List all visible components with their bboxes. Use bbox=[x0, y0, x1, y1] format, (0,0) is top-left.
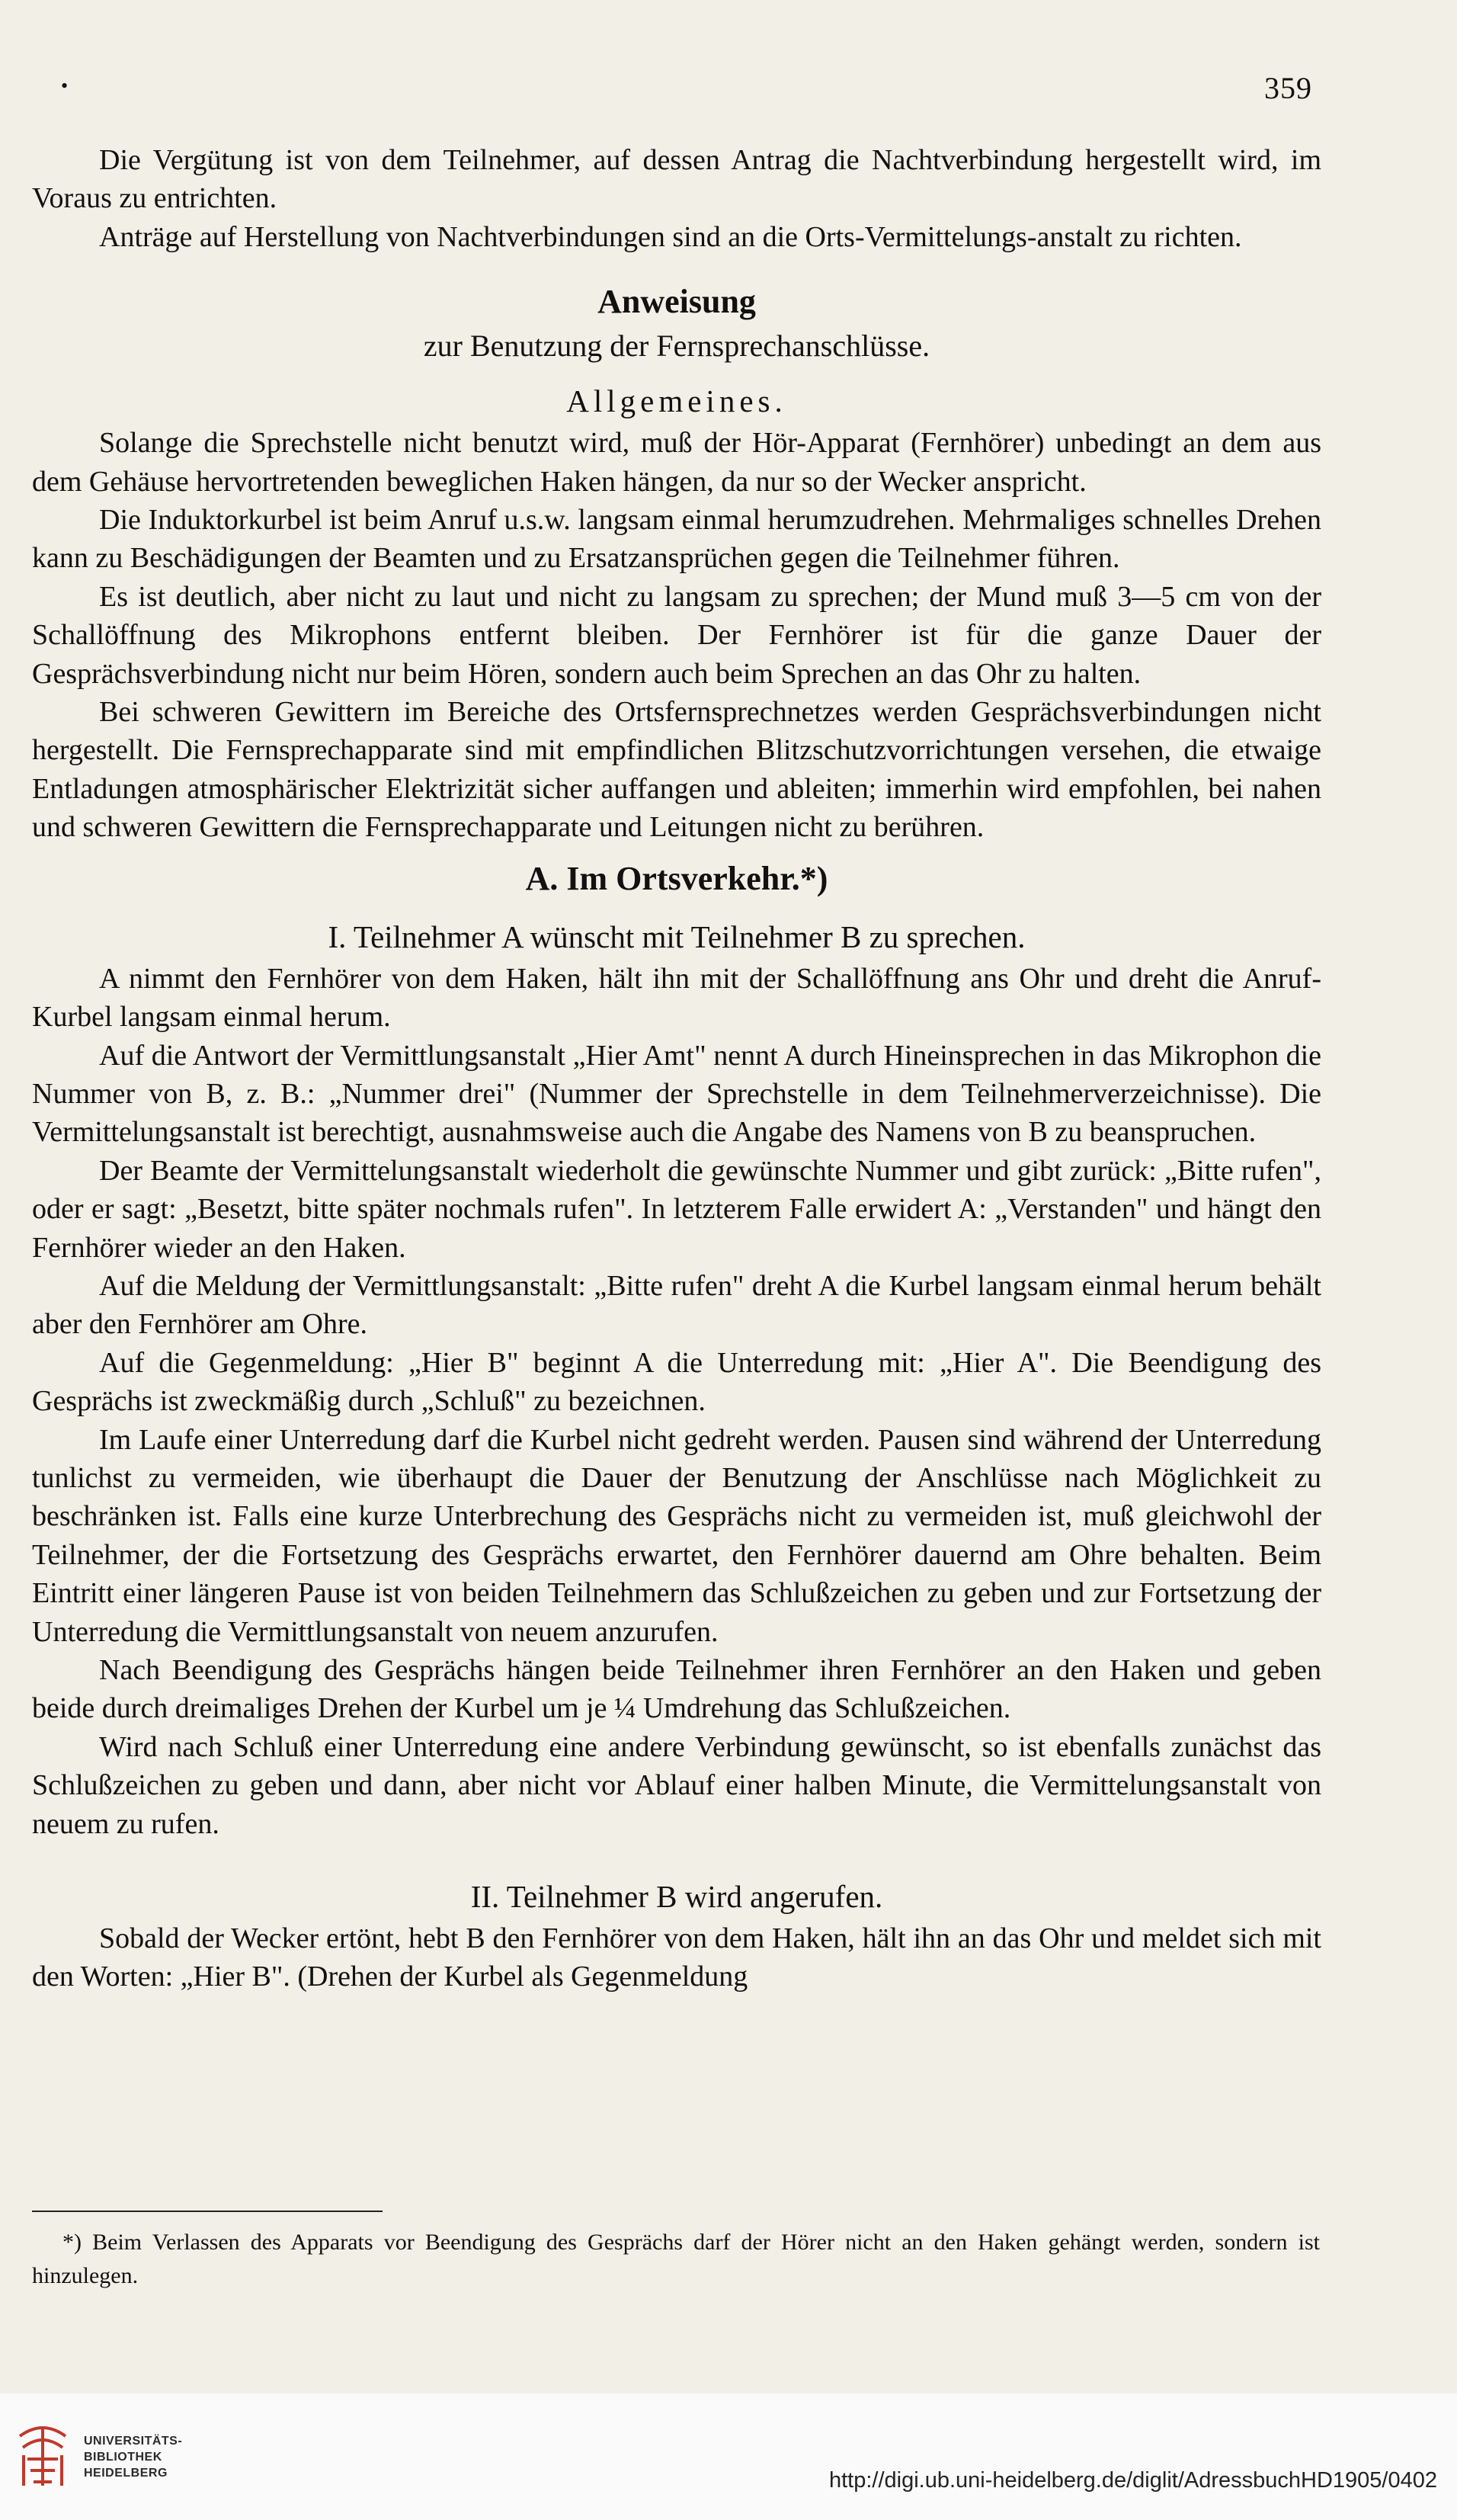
section-a-paragraph: Auf die Gegenmeldung: „Hier B" beginnt A die Unterredung mit: „Hier A". Die Beendigung des Gesprächs ist zweckmäßig durch „Schluß" zu bezeichnen. bbox=[32, 1346, 1321, 1418]
source-url-link[interactable]: http://digi.ub.uni-heidelberg.de/diglit/AdressbuchHD1905/0402 bbox=[828, 2468, 1437, 2493]
section-a-paragraph: Auf die Antwort der Vermittlungsanstalt „Hier Amt" nennt A durch Hineinsprechen in das Mikrophon die Nummer von B, z. B.: „Nummer drei" (Nummer der Sprechstelle in dem Teilnehmerverzeichnisse). Die Vermittelungsanstalt ist berechtigt, ausnahmsweise auch die Angabe des Namens von B zu beanspruchen. bbox=[32, 1039, 1321, 1149]
instructions-title: Anweisung bbox=[597, 283, 756, 321]
general-heading: Allgemeines. bbox=[566, 383, 787, 419]
general-paragraph: Solange die Sprechstelle nicht benutzt wird, muß der Hör-Apparat (Fernhörer) unbedingt an dem aus dem Gehäuse hervortretenden beweglichen Haken hängen, da nur so der Wecker anspricht. bbox=[32, 427, 1321, 498]
section-a-paragraph: Wird nach Schluß einer Unterredung eine andere Verbindung gewünscht, so ist ebenfalls zunächst das Schlußzeichen zu geben und dann, aber nicht vor Ablauf einer halben Minute, die Vermittelungsanstalt von neuem zu rufen. bbox=[32, 1730, 1321, 1840]
page-body bbox=[32, 141, 1321, 1996]
library-name-line: UNIVERSITÄTS- bbox=[84, 2435, 183, 2448]
section-a-paragraph: Auf die Meldung der Vermittlungsanstalt: „Bitte rufen" dreht A die Kurbel langsam einmal herum behält aber den Fernhörer am Ohre. bbox=[32, 1269, 1321, 1341]
general-paragraph: Die Induktorkurbel ist beim Anruf u.s.w. langsam einmal herumzudrehen. Mehrmaliges schnelles Drehen kann zu Beschädigungen der Beamten und zu Ersatzansprüchen gegen die Teilnehmer führen. bbox=[32, 504, 1321, 575]
section-b-heading: II. Teilnehmer B wird angerufen. bbox=[470, 1879, 883, 1915]
section-a-paragraph: Nach Beendigung des Gesprächs hängen beide Teilnehmer ihren Fernhörer an den Haken und geben beide durch dreimaliges Drehen der Kurbel um je ¼ Umdrehung das Schlußzeichen. bbox=[32, 1654, 1321, 1725]
footnote-text: *) Beim Verlassen des Apparats vor Beendigung des Gesprächs darf der Hörer nicht an den Haken gehängt werden, sondern ist hinzulegen. bbox=[32, 2230, 1320, 2288]
section-a-subheading: I. Teilnehmer A wünscht mit Teilnehmer B zu sprechen. bbox=[328, 919, 1026, 954]
section-a-paragraph: A nimmt den Fernhörer von dem Haken, hält ihn mit der Schallöffnung ans Ohr und dreht die Anruf-Kurbel langsam einmal herum. bbox=[32, 962, 1321, 1034]
footnote bbox=[32, 2226, 1320, 2293]
library-name-line: BIBLIOTHEK bbox=[84, 2451, 162, 2464]
library-name bbox=[84, 2433, 182, 2481]
intro-paragraph: Die Vergütung ist von dem Teilnehmer, auf dessen Antrag die Nachtverbindung hergestellt wird, im Voraus zu entrichten. bbox=[32, 144, 1321, 215]
footnote-divider bbox=[32, 2211, 383, 2212]
general-paragraph: Bei schweren Gewittern im Bereiche des Ortsfernsprechnetzes werden Gesprächsverbindungen nicht hergestellt. Die Fernsprechapparate sind mit empfindlichen Blitzschutzvorrichtungen versehen, die etwaige Entladungen atmosphärischer Elektrizität sicher auffangen und ableiten; immerhin wird empfohlen, bei nahen und schweren Gewittern die Fernsprechapparate und Leitungen nicht zu berühren. bbox=[32, 696, 1321, 844]
heidelberg-library-logo-icon bbox=[12, 2413, 73, 2497]
library-name-line: HEIDELBERG bbox=[84, 2467, 168, 2480]
stray-mark: • bbox=[61, 75, 69, 97]
section-a-heading: A. Im Ortsverkehr.*) bbox=[525, 859, 828, 897]
library-footer bbox=[0, 2393, 1457, 2520]
section-a-paragraph: Im Laufe einer Unterredung darf die Kurbel nicht gedreht werden. Pausen sind während der Unterredung tunlichst zu vermeiden, wie überhaupt die Dauer der Benutzung der Anschlüsse nach Möglichkeit zu beschränken ist. Falls eine kurze Unterbrechung des Gesprächs nicht zu vermeiden ist, muß gleichwohl der Teilnehmer, der die Fortsetzung des Gesprächs erwartet, den Fernhörer dauernd am Ohre behalten. Beim Eintritt einer längeren Pause ist von beiden Teilnehmern das Schlußzeichen zu geben und zur Fortsetzung der Unterredung die Vermittlungsanstalt von neuem anzurufen. bbox=[32, 1423, 1321, 1648]
page-number: 359 bbox=[1264, 71, 1312, 105]
instructions-subtitle: zur Benutzung der Fernsprechanschlüsse. bbox=[423, 329, 930, 364]
intro-paragraph: Anträge auf Herstellung von Nachtverbindungen sind an die Orts-Vermittelungs-anstalt zu richten. bbox=[99, 220, 1242, 253]
general-paragraph: Es ist deutlich, aber nicht zu laut und nicht zu langsam zu sprechen; der Mund muß 3—5 cm von der Schallöffnung des Mikrophons entfernt bleiben. Der Fernhörer ist für die ganze Dauer der Gesprächsverbindung nicht nur beim Hören, sondern auch beim Sprechen an das Ohr zu halten. bbox=[32, 580, 1321, 690]
section-b-paragraph: Sobald der Wecker ertönt, hebt B den Fernhörer von dem Haken, hält ihn an das Ohr und meldet sich mit den Worten: „Hier B". (Drehen der Kurbel als Gegenmeldung bbox=[32, 1922, 1321, 1993]
section-a-paragraph: Der Beamte der Vermittelungsanstalt wiederholt die gewünschte Nummer und gibt zurück: „Bitte rufen", oder er sagt: „Besetzt, bitte später nochmals rufen". In letzterem Falle erwidert A: „Verstanden" und hängt den Fernhörer wieder an den Haken. bbox=[32, 1154, 1321, 1264]
